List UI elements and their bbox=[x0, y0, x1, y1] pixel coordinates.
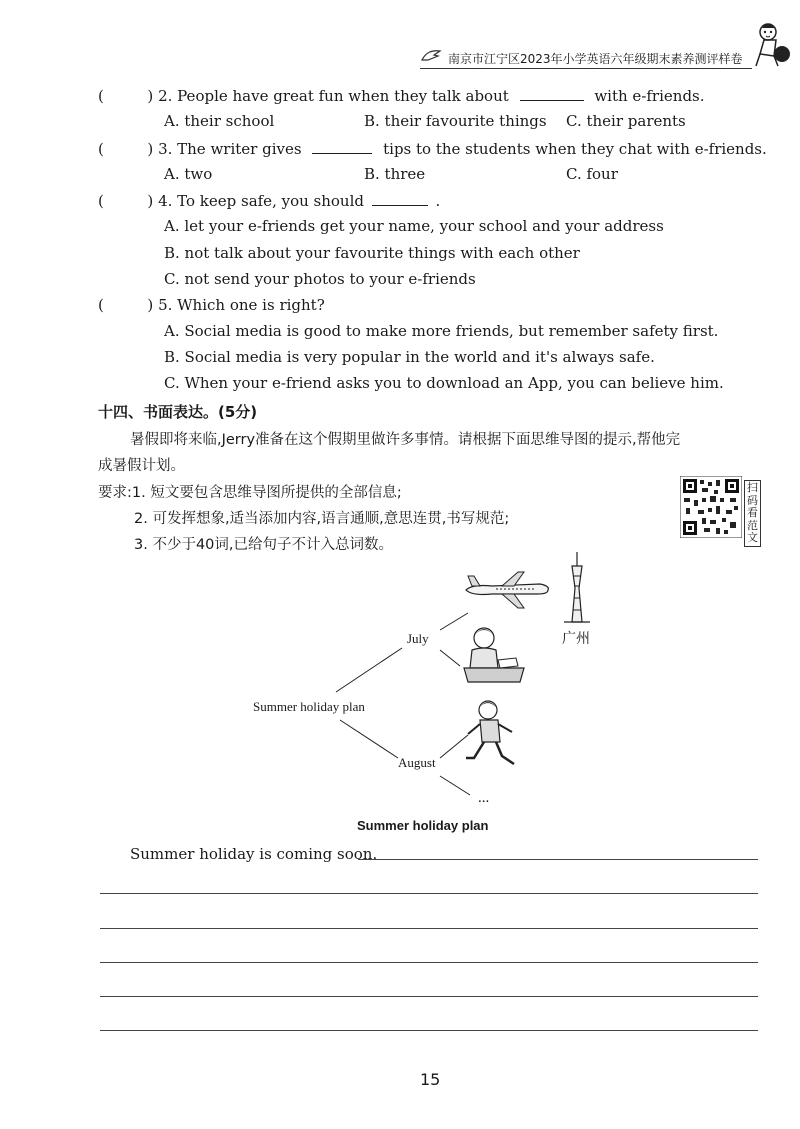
mindmap-july: July bbox=[407, 631, 429, 646]
writing-line-6[interactable] bbox=[100, 1030, 758, 1031]
option-c[interactable]: C. their parents bbox=[566, 112, 686, 130]
question-stem: 4. To keep safe, you should bbox=[158, 192, 364, 210]
mindmap-august: August bbox=[398, 755, 436, 770]
question-stem-end: with e-friends. bbox=[594, 87, 705, 105]
question-stem-end: tips to the students when they chat with e-friends. bbox=[383, 140, 767, 158]
section-heading: 十四、书面表达。(5分) bbox=[98, 403, 258, 421]
answer-paren-close: ) bbox=[147, 140, 154, 158]
writing-line-2[interactable] bbox=[100, 893, 758, 894]
tower-icon bbox=[560, 552, 594, 628]
answer-paren-open[interactable]: ( bbox=[98, 192, 104, 210]
requirement-2: 2. 可发挥想象,适当添加内容,语言通顺,意思连贯,书写规范; bbox=[134, 511, 510, 527]
option-a[interactable]: A. let your e-friends get your name, your school and your address bbox=[164, 217, 664, 235]
qr-label: 扫码看范文 bbox=[744, 480, 761, 547]
writing-line-1[interactable] bbox=[358, 859, 758, 860]
section-intro-line1: 暑假即将来临,Jerry准备在这个假期里做许多事情。请根据下面思维导图的提示,帮他完 bbox=[130, 432, 681, 448]
option-b[interactable]: B. their favourite things bbox=[364, 112, 547, 130]
answer-paren-open[interactable]: ( bbox=[98, 87, 104, 105]
question-stem-end: . bbox=[435, 192, 441, 210]
option-a[interactable]: A. Social media is good to make more friends, but remember safety first. bbox=[164, 322, 719, 340]
writing-line-3[interactable] bbox=[100, 928, 758, 929]
requirement-3: 3. 不少于40词,已给句子不计入总词数。 bbox=[134, 537, 394, 553]
option-b[interactable]: B. not talk about your favourite things with each other bbox=[164, 244, 580, 262]
option-c[interactable]: C. When your e-friend asks you to download an App, you can believe him. bbox=[164, 374, 724, 392]
mindmap-city-label: 广州 bbox=[562, 631, 590, 647]
section-intro-line2: 成暑假计划。 bbox=[98, 458, 185, 474]
requirement-1: 要求:1. 短文要包含思维导图所提供的全部信息; bbox=[98, 485, 402, 501]
option-c[interactable]: C. not send your photos to your e-friends bbox=[164, 270, 476, 288]
mindmap-more: ... bbox=[478, 790, 490, 806]
question-stem: 5. Which one is right? bbox=[158, 296, 325, 314]
writing-starter: Summer holiday is coming soon. bbox=[130, 845, 378, 863]
writing-line-5[interactable] bbox=[100, 996, 758, 997]
question-stem: 2. People have great fun when they talk about bbox=[158, 87, 509, 105]
answer-paren-close: ) bbox=[147, 87, 154, 105]
boy-studying-icon bbox=[462, 624, 526, 690]
page-number: 15 bbox=[420, 1070, 441, 1089]
mindmap-caption: Summer holiday plan bbox=[357, 818, 489, 833]
header-title: 南京市江宁区2023年小学英语六年级期末素养测评样卷 bbox=[448, 52, 743, 66]
mindmap-root: Summer holiday plan bbox=[253, 699, 365, 714]
option-b[interactable]: B. three bbox=[364, 165, 426, 183]
boy-running-icon bbox=[462, 698, 522, 774]
option-a[interactable]: A. two bbox=[164, 165, 213, 183]
option-c[interactable]: C. four bbox=[566, 165, 618, 183]
option-b[interactable]: B. Social media is very popular in the world and it's always safe. bbox=[164, 348, 655, 366]
airplane-icon bbox=[462, 568, 552, 616]
option-a[interactable]: A. their school bbox=[164, 112, 275, 130]
answer-paren-close: ) bbox=[147, 296, 154, 314]
writing-line-4[interactable] bbox=[100, 962, 758, 963]
answer-paren-open[interactable]: ( bbox=[98, 296, 104, 314]
answer-paren-close: ) bbox=[147, 192, 154, 210]
question-stem: 3. The writer gives bbox=[158, 140, 302, 158]
answer-paren-open[interactable]: ( bbox=[98, 140, 104, 158]
